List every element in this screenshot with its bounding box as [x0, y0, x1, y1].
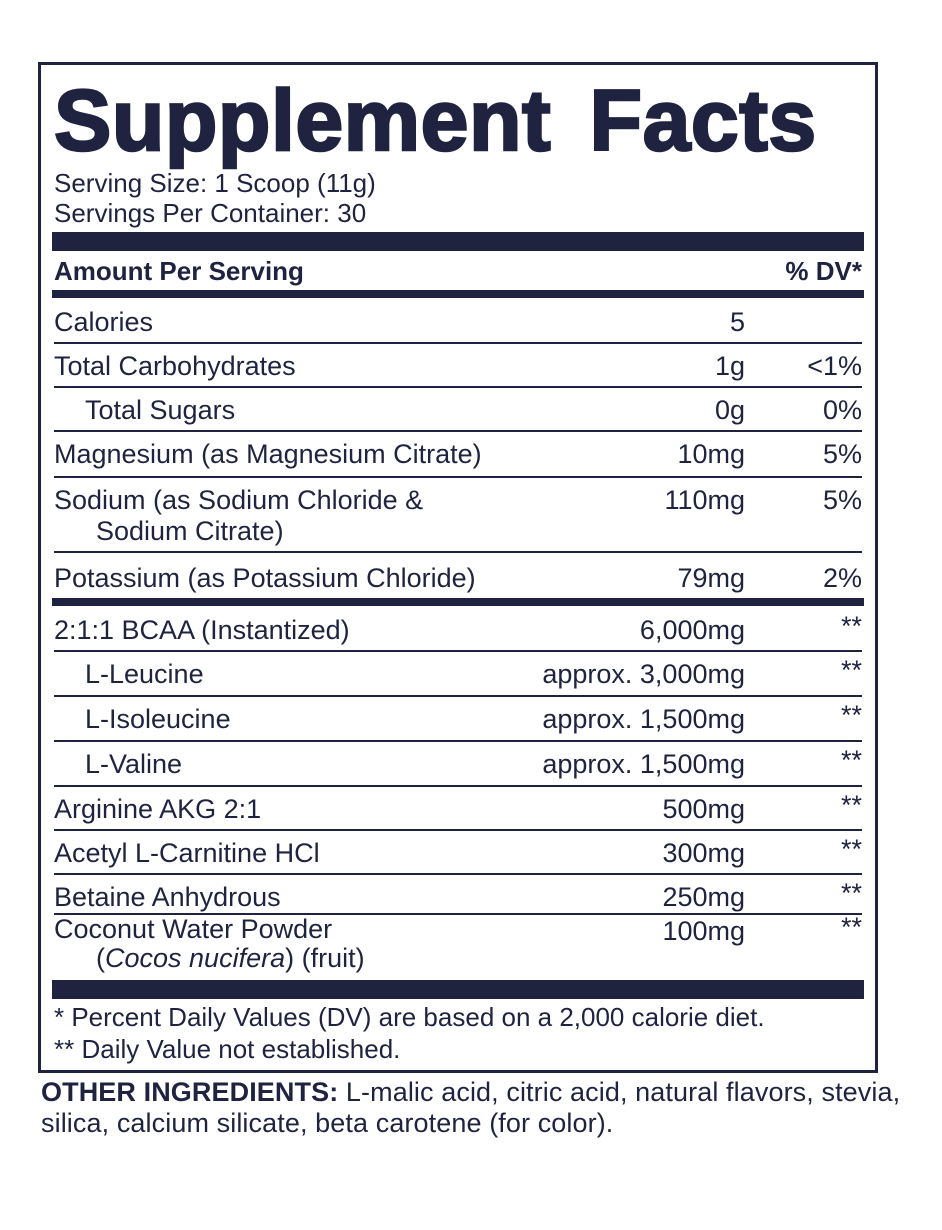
nutrient-name: Calories	[54, 307, 154, 337]
other-ingredients-text: L-malic acid, citric acid, natural flavors, stevia, silica, calcium silicate, beta carotene (for color).	[41, 1077, 901, 1138]
footnote-not-established: ** Daily Value not established.	[54, 1034, 401, 1064]
table-row	[54, 787, 862, 831]
ingredient-name: Arginine AKG 2:1	[54, 794, 262, 824]
ingredient-name: L-Leucine	[85, 659, 204, 689]
ingredient-dv: **	[840, 834, 862, 864]
footnote-dv: * Percent Daily Values (DV) are based on a 2,000 calorie diet.	[54, 1002, 765, 1032]
nutrient-name-continuation: Sodium Citrate)	[96, 516, 284, 546]
ingredient-name	[54, 915, 365, 973]
thick-divider	[52, 232, 864, 251]
nutrient-amount: 1g	[714, 351, 745, 381]
ingredient-dv: **	[840, 790, 862, 820]
table-row	[54, 652, 862, 697]
ingredient-amount: approx. 3,000mg	[542, 659, 745, 689]
amount-per-serving-label: Amount Per Serving	[54, 256, 304, 286]
nutrient-amount: 5	[729, 307, 745, 337]
botanical-part: ) (fruit)	[285, 943, 365, 973]
ingredient-amount: 100mg	[662, 916, 745, 946]
table-row	[54, 432, 862, 478]
ingredient-dv: **	[840, 655, 862, 685]
ingredient-dv: **	[840, 611, 862, 641]
panel-title: Supplement Facts	[54, 73, 817, 169]
nutrient-dv: <1%	[807, 351, 862, 381]
nutrient-dv: 5%	[822, 439, 862, 469]
ingredient-amount: 500mg	[662, 794, 745, 824]
table-row	[54, 556, 862, 596]
medium-divider	[52, 290, 864, 298]
ingredient-amount: 250mg	[662, 882, 745, 912]
table-row	[54, 388, 862, 432]
table-row	[54, 697, 862, 742]
ingredient-name: 2:1:1 BCAA (Instantized)	[54, 615, 350, 645]
nutrient-amount: 79mg	[677, 563, 745, 593]
ingredient-dv: **	[840, 878, 862, 908]
serving-size: Serving Size: 1 Scoop (11g)	[54, 168, 376, 198]
nutrient-name: Magnesium (as Magnesium Citrate)	[54, 439, 482, 469]
ingredient-dv: **	[840, 745, 862, 775]
nutrient-amount: 0g	[714, 395, 745, 425]
ingredient-name-line: Coconut Water Powder	[54, 914, 333, 944]
nutrient-amount: 10mg	[677, 439, 745, 469]
table-row	[54, 608, 862, 652]
nutrient-name: Total Carbohydrates	[54, 351, 296, 381]
ingredient-name-continuation	[54, 944, 365, 973]
table-row	[54, 875, 862, 915]
nutrient-dv: 2%	[822, 563, 862, 593]
table-row	[54, 831, 862, 875]
ingredient-dv: **	[840, 700, 862, 730]
botanical-name: Cocos nucifera	[105, 943, 286, 973]
nutrient-amount: 110mg	[664, 485, 745, 515]
table-header	[54, 252, 862, 290]
ingredient-name: L-Valine	[85, 749, 183, 779]
table-row	[54, 742, 862, 787]
supplement-facts-panel	[38, 62, 878, 1073]
ingredient-amount: approx. 1,500mg	[542, 749, 745, 779]
nutrient-dv: 5%	[822, 485, 862, 515]
ingredient-name: Acetyl L-Carnitine HCl	[54, 838, 320, 868]
medium-divider	[52, 598, 864, 606]
ingredient-name: L-Isoleucine	[85, 704, 231, 734]
table-row	[54, 478, 862, 553]
nutrient-name: Total Sugars	[85, 395, 236, 425]
other-ingredients-label: OTHER INGREDIENTS:	[41, 1077, 339, 1107]
ingredient-amount: approx. 1,500mg	[542, 704, 745, 734]
nutrient-dv: 0%	[822, 395, 862, 425]
thick-divider	[52, 980, 864, 999]
table-row	[54, 300, 862, 344]
paren-open: (	[96, 943, 105, 973]
other-ingredients	[41, 1077, 901, 1139]
table-row	[54, 344, 862, 388]
nutrient-name-line: Sodium (as Sodium Chloride &	[54, 485, 424, 515]
table-row	[54, 911, 862, 975]
nutrient-name	[54, 485, 423, 547]
ingredient-dv: **	[840, 912, 862, 942]
daily-value-header: % DV*	[785, 256, 862, 286]
nutrient-name: Potassium (as Potassium Chloride)	[54, 563, 476, 593]
ingredient-amount: 6,000mg	[639, 615, 745, 645]
servings-per-container: Servings Per Container: 30	[54, 198, 367, 228]
ingredient-amount: 300mg	[662, 838, 745, 868]
ingredient-name: Betaine Anhydrous	[54, 882, 281, 912]
